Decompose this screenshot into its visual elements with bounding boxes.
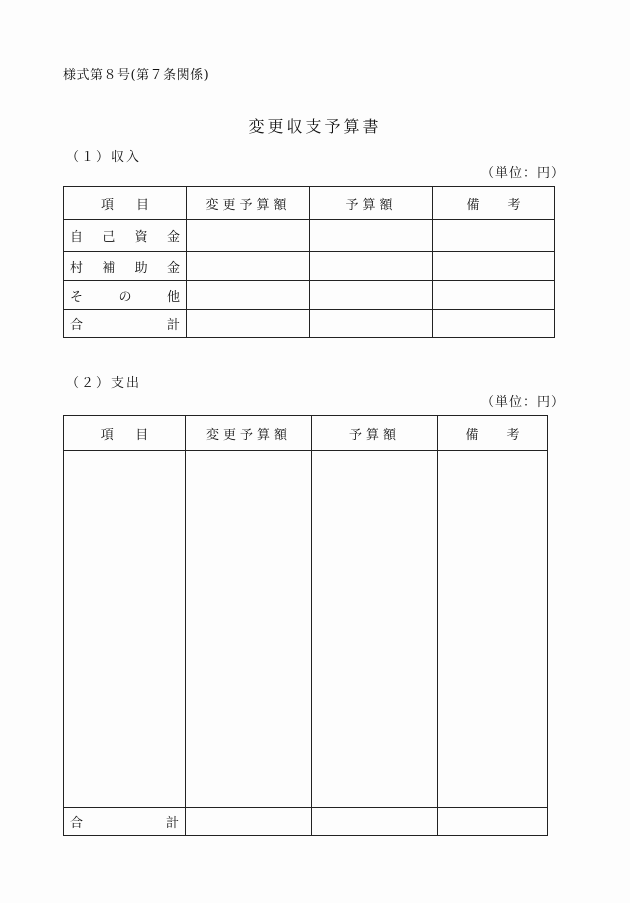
cell-budget[interactable] (312, 808, 438, 836)
header-remarks (433, 187, 555, 220)
header-budget: 予算額 (312, 416, 438, 451)
table-row (64, 451, 548, 808)
header-remarks-char: 考 (507, 197, 521, 213)
table-row (64, 252, 555, 281)
label-char: 己 (102, 230, 116, 245)
label-char: 他 (166, 289, 180, 305)
cell-item-entries[interactable] (64, 451, 186, 808)
table-row (64, 808, 548, 836)
cell-budget[interactable] (310, 310, 433, 338)
label-char: 補 (102, 260, 116, 276)
cell-change-budget[interactable] (186, 451, 312, 808)
cell-remarks[interactable] (433, 310, 555, 338)
cell-change-budget[interactable] (187, 310, 310, 338)
header-remarks-char: 考 (506, 427, 520, 443)
cell-remarks[interactable] (433, 220, 555, 252)
row-label-village-subsidy (64, 252, 187, 281)
header-item-char: 項 (100, 197, 114, 213)
header-budget: 予算額 (310, 187, 433, 220)
expense-heading: （２）支出 (66, 376, 142, 391)
income-table (63, 186, 555, 338)
cell-budget[interactable] (312, 451, 438, 808)
table-row (64, 220, 555, 252)
row-label-total (64, 808, 186, 836)
expense-unit: （単位：円） (481, 395, 566, 410)
cell-remarks[interactable] (438, 808, 548, 836)
label-char: 金 (166, 260, 180, 276)
header-item-char: 項 (100, 427, 114, 443)
header-item (64, 416, 186, 451)
table-row (64, 310, 555, 338)
income-unit: （単位：円） (481, 166, 566, 181)
header-change-budget: 変更予算額 (186, 416, 312, 451)
label-char: 資 (134, 230, 148, 245)
header-remarks-char: 備 (465, 427, 479, 443)
label-char: 合 (70, 318, 84, 333)
label-char: 計 (165, 816, 179, 831)
label-char: 自 (70, 230, 84, 245)
cell-change-budget[interactable] (187, 220, 310, 252)
label-char: 計 (166, 318, 180, 333)
cell-remarks[interactable] (433, 281, 555, 310)
income-header-row (64, 187, 555, 220)
header-item-char: 目 (135, 197, 149, 213)
header-remarks-char: 備 (466, 197, 480, 213)
label-char: 金 (166, 230, 180, 245)
label-char: 村 (70, 260, 84, 276)
row-label-own-funds (64, 220, 187, 252)
cell-budget[interactable] (310, 220, 433, 252)
label-char: 助 (134, 260, 148, 276)
cell-budget[interactable] (310, 281, 433, 310)
header-remarks (438, 416, 548, 451)
document-title: 変更収支予算書 (248, 117, 382, 136)
cell-change-budget[interactable] (187, 281, 310, 310)
row-label-total (64, 310, 187, 338)
label-char: の (118, 289, 132, 305)
label-char: 合 (70, 816, 84, 831)
form-number: 様式第８号(第７条関係) (63, 68, 210, 83)
cell-remarks[interactable] (438, 451, 548, 808)
label-char: そ (70, 289, 84, 305)
cell-remarks[interactable] (433, 252, 555, 281)
header-change-budget: 変更予算額 (187, 187, 310, 220)
header-item (64, 187, 187, 220)
cell-change-budget[interactable] (187, 252, 310, 281)
expense-header-row (64, 416, 548, 451)
cell-budget[interactable] (310, 252, 433, 281)
income-heading: （１）収入 (66, 150, 142, 165)
table-row (64, 281, 555, 310)
cell-change-budget[interactable] (186, 808, 312, 836)
expense-table (63, 415, 548, 836)
row-label-other (64, 281, 187, 310)
header-item-char: 目 (135, 427, 149, 443)
